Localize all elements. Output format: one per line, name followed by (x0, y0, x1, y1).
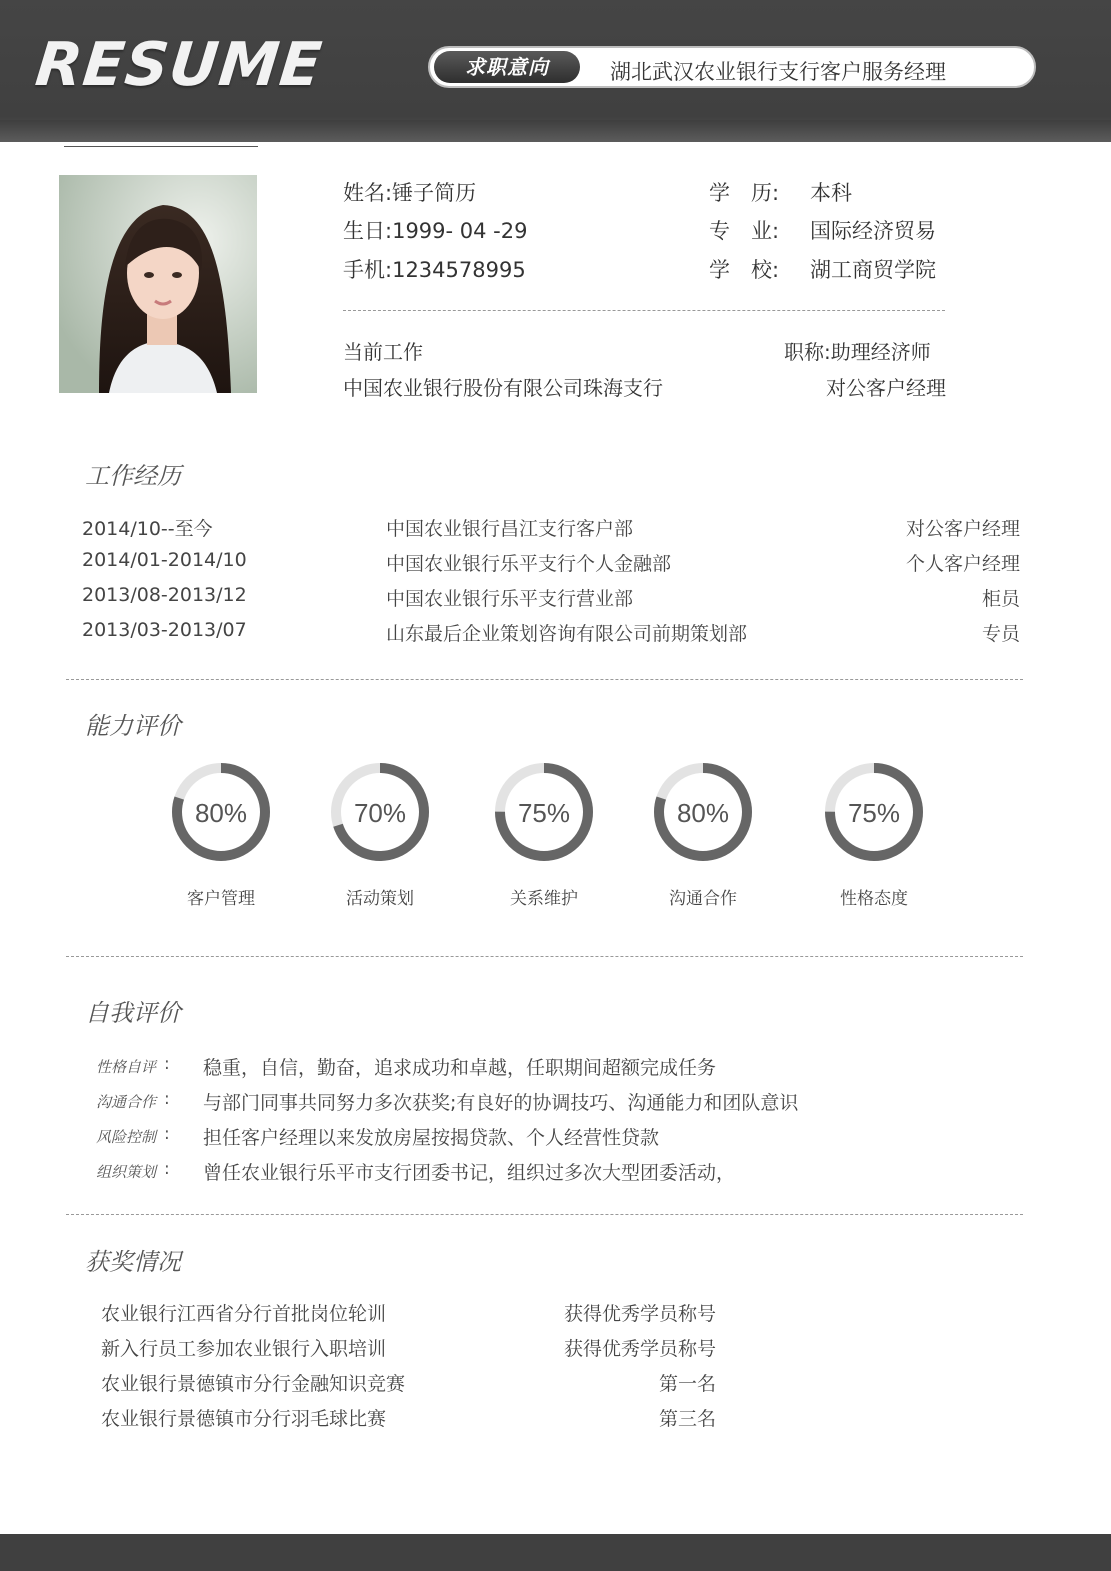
skills-heading: 能力评价 (85, 712, 181, 740)
school-label: 学 校: (709, 258, 780, 282)
current-job-label: 当前工作 (343, 340, 423, 364)
school-value: 湖工商贸学院 (810, 258, 936, 282)
skill-label: 性格态度 (840, 889, 908, 909)
self-eval-colon: : (164, 1124, 170, 1144)
self-eval-label: 沟通合作 (96, 1093, 157, 1111)
work-period: 2014/10--至今 (82, 518, 213, 540)
work-role: 柜员 (981, 588, 1020, 610)
award-result: 第一名 (658, 1373, 716, 1395)
self-eval-label: 风险控制 (96, 1128, 157, 1146)
self-eval-label: 组织策划 (96, 1163, 157, 1181)
major-field (709, 215, 779, 245)
title-field (784, 336, 931, 365)
job-objective-text: 湖北武汉农业银行支行客户服务经理 (610, 60, 946, 84)
awards-heading: 获奖情况 (85, 1248, 181, 1276)
school-field (709, 254, 779, 284)
work-organization: 山东最后企业策划咨询有限公司前期策划部 (386, 623, 748, 645)
self-eval-text: 曾任农业银行乐平市支行团委书记，组织过多次大型团委活动， (203, 1162, 736, 1184)
profile-divider (343, 310, 945, 311)
section-divider (66, 679, 1023, 680)
skill-percent: 80% (676, 798, 730, 828)
work-organization: 中国农业银行乐平支行营业部 (386, 588, 634, 610)
phone-field (343, 254, 526, 284)
skill-ring-chart (823, 761, 925, 863)
skill-percent: 70% (353, 798, 407, 828)
skill-percent: 80% (194, 798, 248, 828)
major-label: 专 业: (709, 219, 780, 243)
name-value: 锤子简历 (392, 181, 477, 205)
skill-label: 活动策划 (346, 889, 414, 909)
self-eval-text: 稳重，自信，勤奋，追求成功和卓越，任职期间超额完成任务 (203, 1057, 717, 1079)
skill-ring-chart (170, 761, 272, 863)
self-eval-colon: : (164, 1054, 170, 1074)
skill-ring (170, 761, 272, 863)
work-role: 专员 (981, 623, 1020, 645)
skill-percent: 75% (517, 798, 571, 828)
award-name: 新入行员工参加农业银行入职培训 (101, 1338, 387, 1360)
work-organization: 中国农业银行乐平支行个人金融部 (386, 553, 672, 575)
header-band (0, 120, 1111, 142)
skill-label: 沟通合作 (669, 889, 737, 909)
award-name: 农业银行景德镇市分行金融知识竞赛 (101, 1373, 406, 1395)
profile-photo-image (59, 175, 257, 393)
job-objective-tag: 求职意向 (434, 51, 580, 83)
award-name: 农业银行江西省分行首批岗位轮训 (101, 1303, 387, 1325)
title-label: 职称: (784, 340, 831, 364)
section-divider (66, 956, 1023, 957)
skill-ring (823, 761, 925, 863)
skill-ring (652, 761, 754, 863)
birthday-value: 1999- 04 -29 (392, 219, 528, 243)
skill-ring-chart (493, 761, 595, 863)
self-eval-text: 担任客户经理以来发放房屋按揭贷款、个人经营性贷款 (203, 1127, 660, 1149)
section-divider (66, 1214, 1023, 1215)
phone-value: 1234578995 (392, 258, 526, 282)
photo-rule (64, 146, 258, 147)
work-heading: 工作经历 (85, 462, 181, 490)
title-value: 助理经济师 (830, 340, 931, 364)
profile-photo (59, 175, 257, 393)
education-value: 本科 (810, 181, 852, 205)
skill-ring-chart (652, 761, 754, 863)
major-value: 国际经济贸易 (810, 219, 936, 243)
skill-label: 客户管理 (187, 889, 255, 909)
work-organization: 中国农业银行昌江支行客户部 (386, 518, 634, 540)
work-period: 2014/01-2014/10 (82, 549, 247, 571)
education-field (709, 177, 779, 207)
award-result: 获得优秀学员称号 (563, 1338, 716, 1360)
skill-percent: 75% (847, 798, 901, 828)
education-label: 学 历: (709, 181, 780, 205)
self-eval-colon: : (164, 1089, 170, 1109)
work-role: 个人客户经理 (905, 553, 1020, 575)
job-objective-box (428, 46, 1036, 88)
award-name: 农业银行景德镇市分行羽毛球比赛 (101, 1408, 387, 1430)
self-eval-label: 性格自评 (96, 1058, 157, 1076)
current-company: 中国农业银行股份有限公司珠海支行 (343, 376, 663, 400)
work-role: 对公客户经理 (905, 518, 1020, 540)
birthday-field (343, 215, 527, 245)
skill-ring (493, 761, 595, 863)
skill-ring (329, 761, 431, 863)
skill-ring-chart (329, 761, 431, 863)
phone-label: 手机: (343, 258, 393, 282)
self-eval-text: 与部门同事共同努力多次获奖;有良好的协调技巧、沟通能力和团队意识 (203, 1092, 799, 1114)
skill-label: 关系维护 (510, 889, 578, 909)
name-field (343, 177, 476, 207)
self-eval-heading: 自我评价 (85, 999, 181, 1027)
footer-bar (0, 1534, 1111, 1571)
resume-logo: RESUME (32, 30, 326, 100)
work-period: 2013/03-2013/07 (82, 619, 247, 641)
header-bar (0, 0, 1111, 142)
award-result: 获得优秀学员称号 (563, 1303, 716, 1325)
self-eval-colon: : (164, 1159, 170, 1179)
name-label: 姓名: (343, 181, 393, 205)
award-result: 第三名 (658, 1408, 716, 1430)
current-position: 对公客户经理 (826, 376, 946, 400)
work-period: 2013/08-2013/12 (82, 584, 247, 606)
birthday-label: 生日: (343, 219, 393, 243)
